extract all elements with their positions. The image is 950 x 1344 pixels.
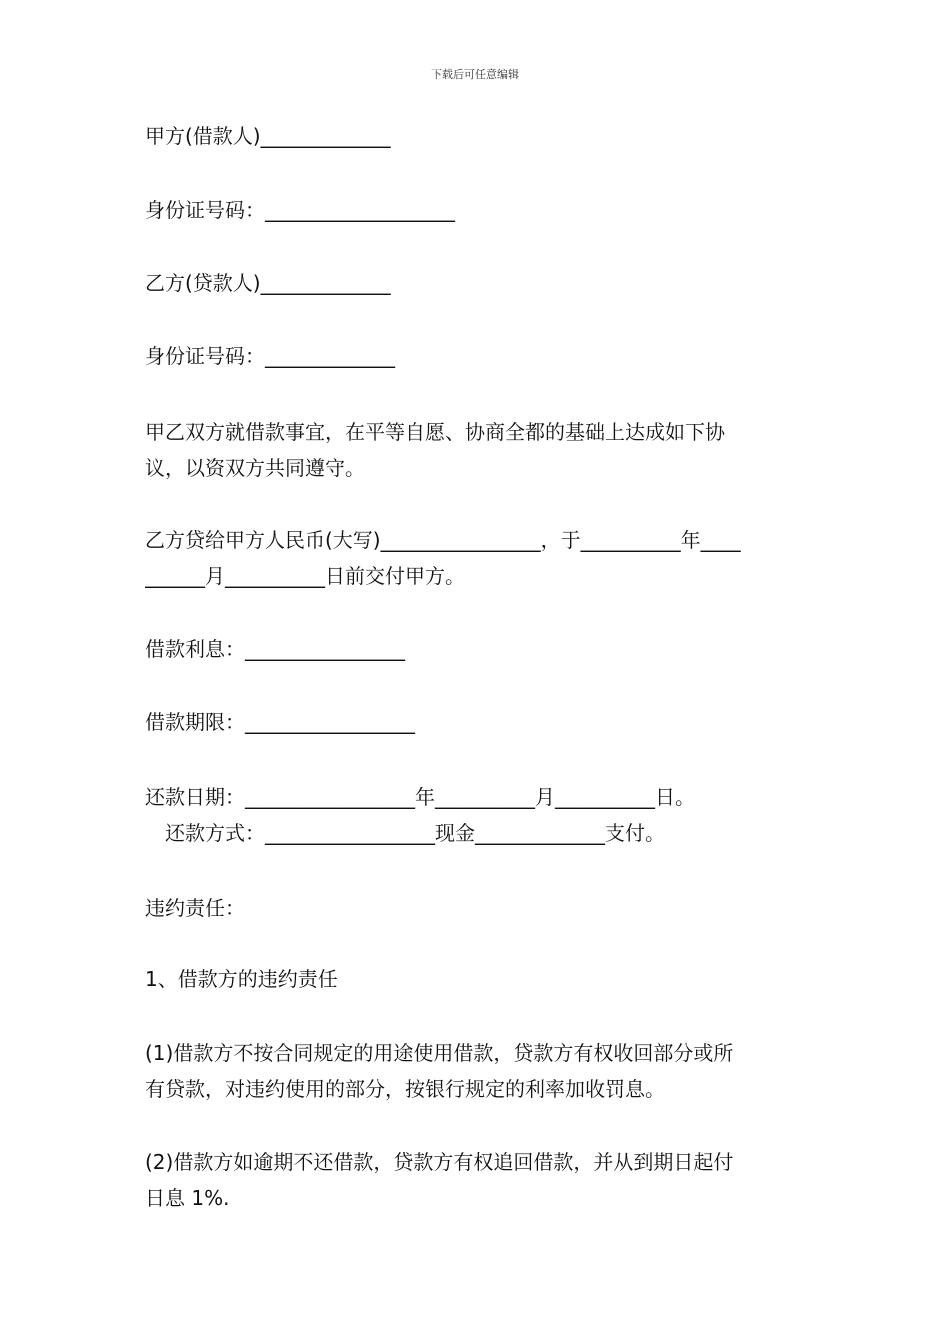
liability-title: 违约责任：	[145, 896, 245, 920]
page-header: 下载后可任意编辑	[431, 68, 519, 81]
term-line: 借款期限：_________________	[145, 710, 415, 734]
repay-date-line: 还款日期：_________________年__________月__________日。	[145, 785, 695, 809]
repay-method-line: 还款方式：_________________现金_____________支付。	[145, 821, 665, 845]
intro-line-1: 甲乙双方就借款事宜，在平等自愿、协商全都的基础上达成如下协	[145, 420, 725, 444]
id-number-b-line: 身份证号码：_____________	[145, 344, 395, 368]
liability-item-1: 1、借款方的违约责任	[145, 967, 338, 991]
loan-amount-line-2: ______月__________日前交付甲方。	[145, 564, 465, 588]
intro-line-2: 议，以资双方共同遵守。	[145, 456, 365, 480]
interest-line: 借款利息：________________	[145, 637, 405, 661]
clause-1-line-2: 有贷款，对违约使用的部分，按银行规定的利率加收罚息。	[145, 1077, 665, 1101]
clause-2-line-2: 日息 1%.	[145, 1186, 230, 1210]
loan-amount-line-1: 乙方贷给甲方人民币(大写)________________，于__________年____	[145, 528, 741, 552]
party-a-line: 甲方(借款人)_____________	[145, 124, 391, 148]
party-b-line: 乙方(贷款人)_____________	[145, 271, 391, 295]
clause-1-line-1: (1)借款方不按合同规定的用途使用借款，贷款方有权收回部分或所	[145, 1041, 734, 1065]
id-number-a-line: 身份证号码：___________________	[145, 198, 455, 222]
clause-2-line-1: (2)借款方如逾期不还借款，贷款方有权追回借款，并从到期日起付	[145, 1150, 734, 1174]
